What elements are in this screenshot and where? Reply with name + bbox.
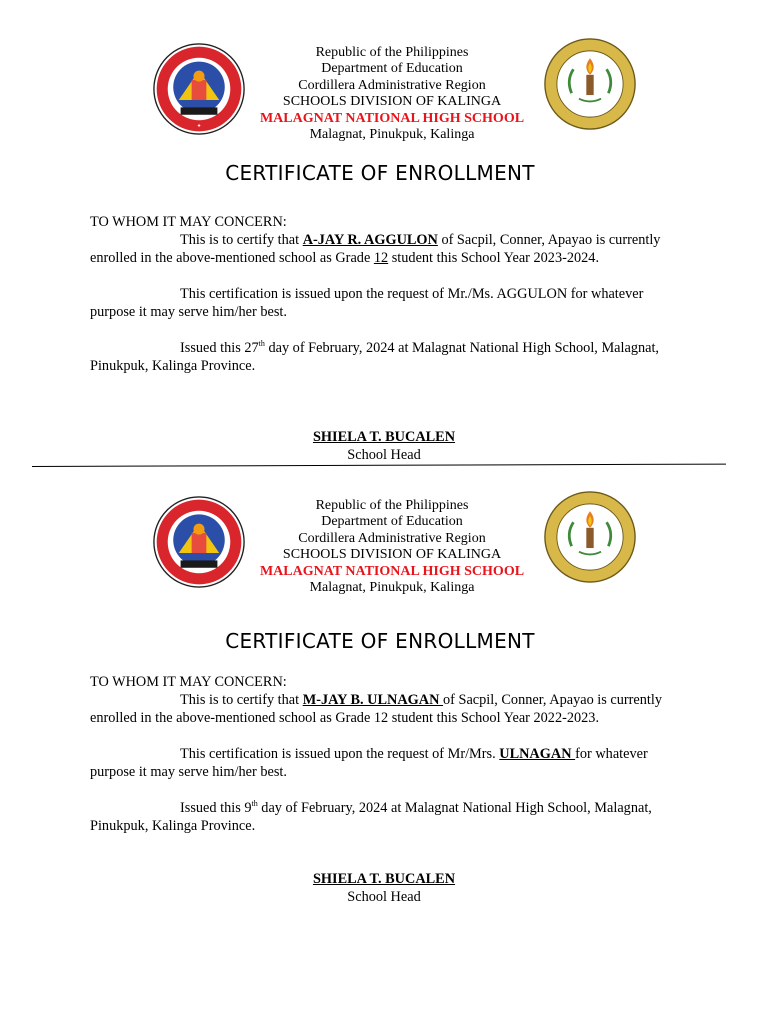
paragraph-issued: Issued this 9th day of February, 2024 at Malagnat National High School, Malagnat, Pinukpuk, Kalinga Province. — [90, 799, 652, 834]
certificate-title: CERTIFICATE OF ENROLLMENT — [225, 629, 535, 653]
student-name: M-JAY B. ULNAGAN — [302, 692, 444, 708]
letterhead-region: Cordillera Administrative Region — [298, 530, 486, 546]
signer-name: SHIELA T. BUCALEN — [312, 429, 456, 445]
signer-title: School Head — [347, 889, 421, 905]
letterhead-school: MALAGNAT NATIONAL HIGH SCHOOL — [259, 563, 525, 579]
certificate-body — [90, 673, 680, 835]
school-seal-icon — [544, 38, 636, 130]
paragraph-request: This certification is issued upon the request of Mr/Mrs. ULNAGAN for whatever purpose it may serve him/her best. — [90, 746, 648, 780]
paragraph-issued: Issued this 27th day of February, 2024 at Malagnat National High School, Malagnat, Pinukpuk, Kalinga Province. — [90, 339, 660, 374]
cut-line-divider — [32, 464, 726, 467]
letterhead-department: Department of Education — [321, 61, 463, 77]
grade-level: 12 — [373, 250, 389, 266]
salutation: TO WHOM IT MAY CONCERN: — [90, 214, 287, 230]
svg-text:✦: ✦ — [196, 123, 202, 130]
requester-name: ULNAGAN — [499, 746, 576, 762]
letterhead — [200, 45, 584, 143]
letterhead-region: Cordillera Administrative Region — [298, 77, 486, 93]
paragraph-request: This certification is issued upon the request of Mr./Ms. AGGULON for whatever purpose it may serve him/her best. — [90, 286, 644, 320]
signer-name: SHIELA T. BUCALEN — [312, 871, 456, 887]
school-seal-icon — [544, 491, 636, 583]
letterhead-school: MALAGNAT NATIONAL HIGH SCHOOL — [259, 110, 525, 126]
certificate-body — [90, 213, 680, 375]
letterhead-division: SCHOOLS DIVISION OF KALINGA — [282, 94, 502, 110]
letterhead-division: SCHOOLS DIVISION OF KALINGA — [282, 547, 502, 563]
letterhead — [200, 498, 584, 596]
letterhead-department: Department of Education — [321, 514, 463, 530]
paragraph-certify: This is to certify that M-JAY B. ULNAGAN of Sacpil, Conner, Apayao is currently enrolled in the above-mentioned school as Grade 12 student this School Year 2022-2023. — [90, 692, 663, 726]
signature-block — [0, 428, 768, 464]
requester-name: AGGULON — [496, 286, 568, 302]
student-name: A-JAY R. AGGULON — [302, 232, 438, 248]
paragraph-certify: This is to certify that A-JAY R. AGGULON of Sacpil, Conner, Apayao is currently enrolled in the above-mentioned school as Grade 12 student this School Year 2023-2024. — [90, 232, 661, 266]
certificate-title: CERTIFICATE OF ENROLLMENT — [225, 161, 535, 185]
salutation: TO WHOM IT MAY CONCERN: — [90, 674, 287, 690]
signer-title: School Head — [347, 447, 421, 463]
letterhead-country: Republic of the Philippines — [315, 45, 469, 60]
letterhead-country: Republic of the Philippines — [315, 498, 469, 513]
letterhead-address: Malagnat, Pinukpuk, Kalinga — [309, 580, 475, 596]
letterhead-address: Malagnat, Pinukpuk, Kalinga — [309, 127, 475, 143]
signature-block — [0, 870, 768, 906]
